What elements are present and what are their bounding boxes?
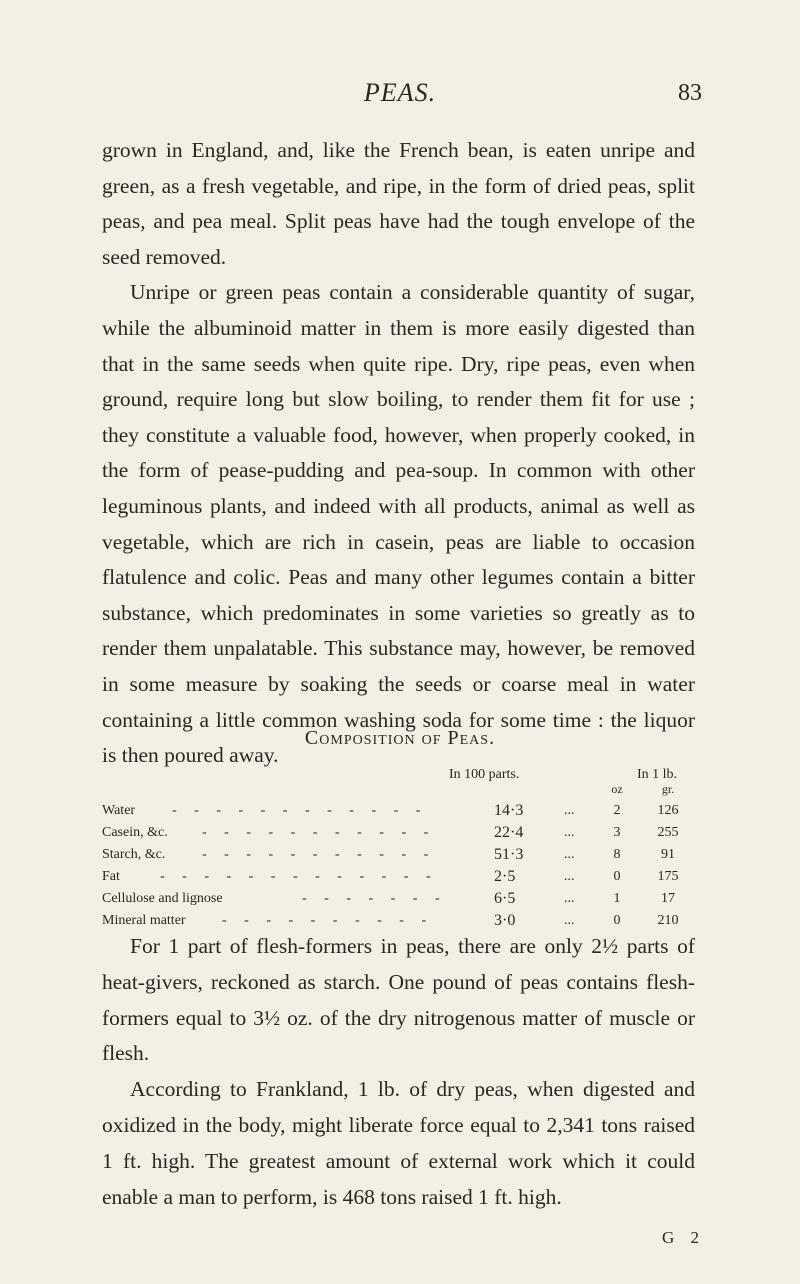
row-parts: 14·3 xyxy=(494,802,524,819)
row-gr: 175 xyxy=(657,869,679,884)
leader-dashes: - - - - - - - - - - xyxy=(222,913,434,928)
paragraph: grown in England, and, like the French bean, is eaten unripe and green, as a fresh vegetable, and ripe, in the form of dried peas, split peas, and pea meal. Split peas have had the tough envelope of the seed removed. xyxy=(102,138,695,269)
row-oz: 8 xyxy=(613,847,621,862)
table-title: Composition of Peas. xyxy=(304,727,496,749)
leader-dots: ... xyxy=(564,913,575,928)
row-parts: 6·5 xyxy=(494,890,516,907)
leader-dashes: - - - - - - - - - - - xyxy=(202,847,436,862)
table-row xyxy=(102,844,696,866)
table-row xyxy=(102,866,696,888)
body-text-bottom xyxy=(102,929,695,1215)
page-header xyxy=(0,78,800,118)
row-label: Starch, &c. xyxy=(102,847,166,862)
column-header-oz: oz xyxy=(611,782,623,796)
paragraph: Unripe or green peas contain a considerable quantity of sugar, while the albuminoid matter in them is more easily digested than that in the same seeds when quite ripe. Dry, ripe peas, even when ground, require long but slow boiling, to render them fit for use ; they constitute a valuable food, however, when properly cooked, in the form of pease-pudding and pea-soup. In common with other leguminous plants, and indeed with all products, animal as well as vegetable, which are rich in casein, peas are liable to occasion flatulence and colic. Peas and many other legumes contain a bitter substance, which predominates in some varieties so greatly as to render them unpalatable. This substance may, however, be removed in some measure by soaking the seeds or coarse meal in water containing a little common washing soda for some time : the liquor is then poured away. xyxy=(102,280,695,768)
page-number: 83 xyxy=(678,80,702,106)
row-parts: 3·0 xyxy=(494,912,516,929)
leader-dashes: - - - - - - - xyxy=(302,891,447,906)
row-gr: 255 xyxy=(657,825,679,840)
leader-dots: ... xyxy=(564,847,575,862)
row-oz: 3 xyxy=(613,825,621,840)
body-text-top xyxy=(102,133,695,774)
leader-dashes: - - - - - - - - - - - xyxy=(202,825,436,840)
row-label: Water xyxy=(102,803,136,818)
leader-dashes: - - - - - - - - - - - - - xyxy=(160,869,438,884)
leader-dots: ... xyxy=(564,803,575,818)
leader-dots: ... xyxy=(564,825,575,840)
row-label: Fat xyxy=(102,869,120,884)
row-oz: 0 xyxy=(613,913,621,928)
row-gr: 17 xyxy=(661,891,675,906)
leader-dots: ... xyxy=(564,869,575,884)
row-label: Casein, &c. xyxy=(102,825,168,840)
row-gr: 126 xyxy=(657,803,679,818)
column-header-gr: gr. xyxy=(661,782,675,796)
table-row xyxy=(102,822,696,844)
paragraph: According to Frankland, 1 lb. of dry peas, when digested and oxidized in the body, might liberate force equal to 2,341 tons raised 1 ft. high. The greatest amount of external work which it could enable a man to perform, is 468 tons raised 1 ft. high. xyxy=(102,1077,695,1209)
row-oz: 2 xyxy=(613,803,621,818)
column-header-lb: In 1 lb. xyxy=(636,767,678,782)
paragraph: For 1 part of flesh-formers in peas, there are only 2½ parts of heat-givers, reckoned as starch. One pound of peas contains flesh-formers equal to 3½ oz. of the dry nitrogenous matter of muscle or flesh. xyxy=(102,934,695,1066)
row-parts: 2·5 xyxy=(494,868,516,885)
leader-dots: ... xyxy=(564,891,575,906)
row-oz: 0 xyxy=(613,869,621,884)
column-header-parts: In 100 parts. xyxy=(449,767,520,782)
row-gr: 91 xyxy=(661,847,675,862)
row-label: Mineral matter xyxy=(102,913,186,928)
table-subheader-row xyxy=(102,784,696,800)
table-row xyxy=(102,888,696,910)
row-gr: 210 xyxy=(657,913,679,928)
row-parts: 51·3 xyxy=(494,846,524,863)
running-title: PEAS. xyxy=(363,78,437,107)
row-label: Cellulose and lignose xyxy=(102,891,223,906)
row-parts: 22·4 xyxy=(494,824,524,841)
composition-table xyxy=(102,764,696,932)
leader-dashes: - - - - - - - - - - - - xyxy=(172,803,428,818)
signature-mark: G 2 xyxy=(662,1228,706,1247)
table-row xyxy=(102,800,696,822)
row-oz: 1 xyxy=(613,891,621,906)
